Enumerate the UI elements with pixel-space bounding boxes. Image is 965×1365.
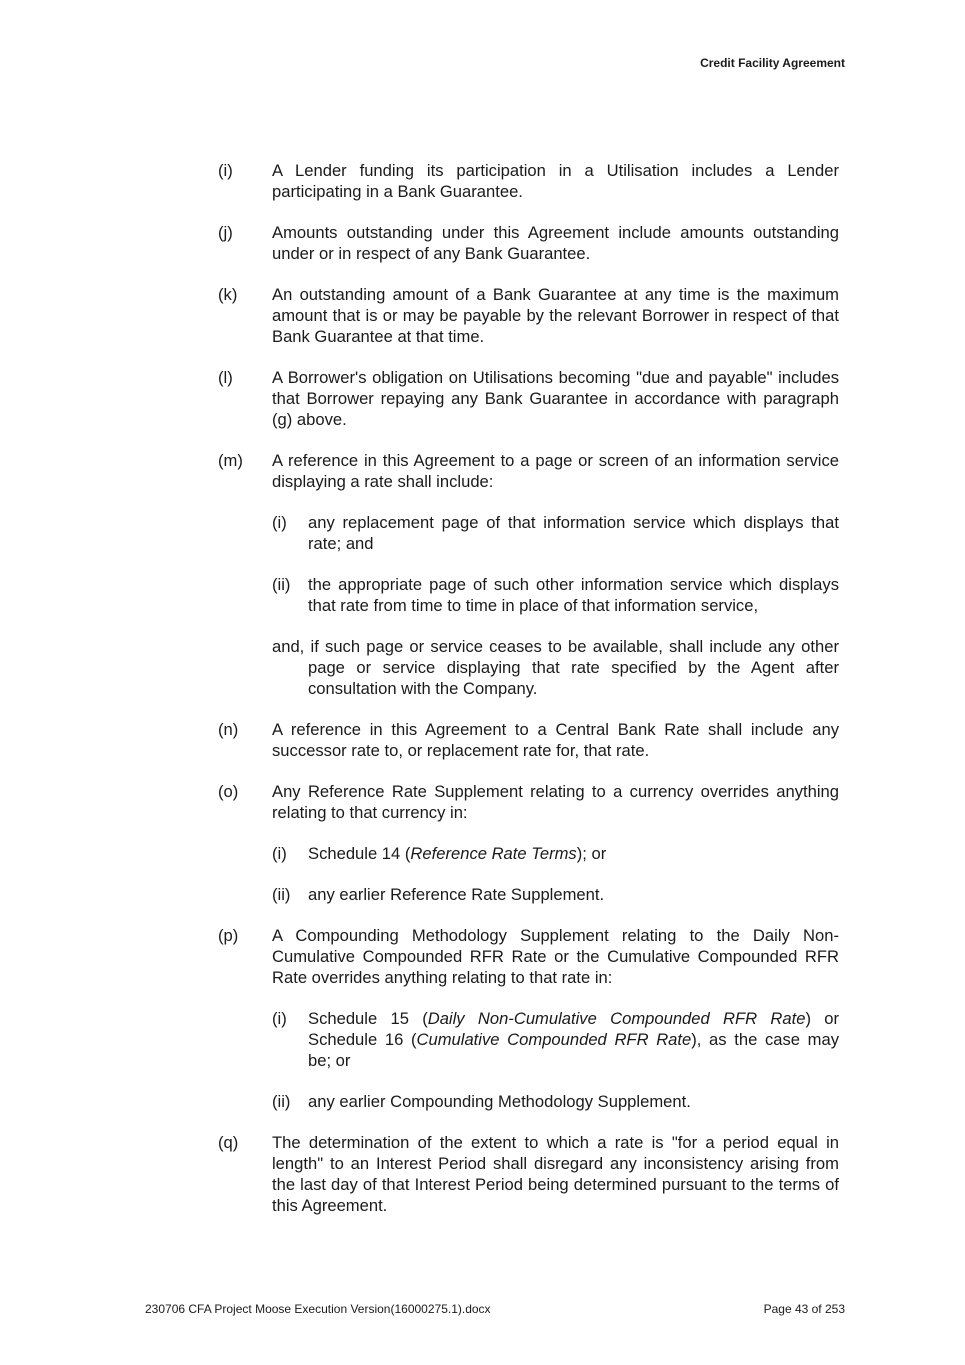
clause-m-tail: and, if such page or service ceases to be available, shall include any other page or service displaying that rate specified by the Agent after consultation with the Company. xyxy=(272,637,839,698)
footer-page-number: Page 43 of 253 xyxy=(763,1302,845,1316)
clause-text: A reference in this Agreement to a Central Bank Rate shall include any successor rate to, or replacement rate for, that rate. xyxy=(272,720,839,760)
sub-clause-label: (ii) xyxy=(272,885,291,904)
clause-label: (o) xyxy=(218,782,239,801)
clause-text: The determination of the extent to which a rate is "for a period equal in length" to an Interest Period shall disregard any inconsistency arising from the last day of that Interest Period being determined pursuant to the terms of this Agreement. xyxy=(272,1133,839,1215)
clause-text: A Borrower's obligation on Utilisations becoming "due and payable" includes that Borrower repaying any Bank Guarantee in accordance with paragraph (g) above. xyxy=(272,368,839,429)
footer-filename: 230706 CFA Project Moose Execution Version(16000275.1).docx xyxy=(145,1302,491,1316)
clause-label: (l) xyxy=(218,368,233,387)
sub-clause-label: (i) xyxy=(272,1009,287,1028)
clause-m-sub-ii xyxy=(272,574,839,616)
clause-label: (m) xyxy=(218,451,243,470)
clause-m xyxy=(218,450,839,492)
sub-clause-label: (i) xyxy=(272,513,287,532)
clause-k xyxy=(218,284,839,347)
clause-text: Any Reference Rate Supplement relating to a currency overrides anything relating to that currency in: xyxy=(272,782,839,822)
clause-text: A reference in this Agreement to a page or screen of an information service displaying a rate shall include: xyxy=(272,451,839,491)
sub-clause-text: any replacement page of that information service which displays that rate; and xyxy=(308,513,839,553)
sub-clause-label: (ii) xyxy=(272,1092,291,1111)
sub-clause-text: any earlier Reference Rate Supplement. xyxy=(308,885,605,904)
clause-label: (p) xyxy=(218,926,239,945)
clause-p-sub-ii xyxy=(272,1091,839,1112)
sub-clause-label: (i) xyxy=(272,844,287,863)
clause-text: An outstanding amount of a Bank Guarantee at any time is the maximum amount that is or may be payable by the relevant Borrower in respect of that Bank Guarantee at that time. xyxy=(272,285,839,346)
clause-j xyxy=(218,222,839,264)
clause-text: Amounts outstanding under this Agreement include amounts outstanding under or in respect of any Bank Guarantee. xyxy=(272,223,839,263)
clause-text: A Compounding Methodology Supplement relating to the Daily Non-Cumulative Compounded RFR Rate or the Cumulative Compounded RFR Rate overrides anything relating to that rate in: xyxy=(272,926,839,987)
sub-clause-text: Schedule 15 (Daily Non-Cumulative Compounded RFR Rate) or Schedule 16 (Cumulative Compounded RFR Rate), as the case may be; or xyxy=(308,1009,840,1070)
clause-label: (k) xyxy=(218,285,238,304)
clause-o-sub-ii xyxy=(272,884,839,905)
document-header-title: Credit Facility Agreement xyxy=(700,56,845,70)
clause-m-sub-i xyxy=(272,512,839,554)
clause-label: (q) xyxy=(218,1133,239,1152)
clause-label: (n) xyxy=(218,720,239,739)
clause-l xyxy=(218,367,839,430)
clause-label: (j) xyxy=(218,223,233,242)
sub-clause-text: the appropriate page of such other information service which displays that rate from time to time in place of that information service, xyxy=(308,575,839,615)
clause-text: A Lender funding its participation in a Utilisation includes a Lender participating in a Bank Guarantee. xyxy=(272,161,839,201)
clause-o xyxy=(218,781,839,823)
clause-label: (i) xyxy=(218,161,233,180)
sub-clause-label: (ii) xyxy=(272,575,291,594)
clause-p xyxy=(218,925,839,988)
clause-n xyxy=(218,719,839,761)
document-body xyxy=(218,160,839,1236)
clause-o-sub-i xyxy=(272,843,839,864)
sub-clause-text: Schedule 14 (Reference Rate Terms); or xyxy=(308,844,607,863)
clause-q xyxy=(218,1132,839,1216)
clause-p-sub-i xyxy=(272,1008,839,1071)
clause-i xyxy=(218,160,839,202)
sub-clause-text: any earlier Compounding Methodology Supplement. xyxy=(308,1092,691,1111)
